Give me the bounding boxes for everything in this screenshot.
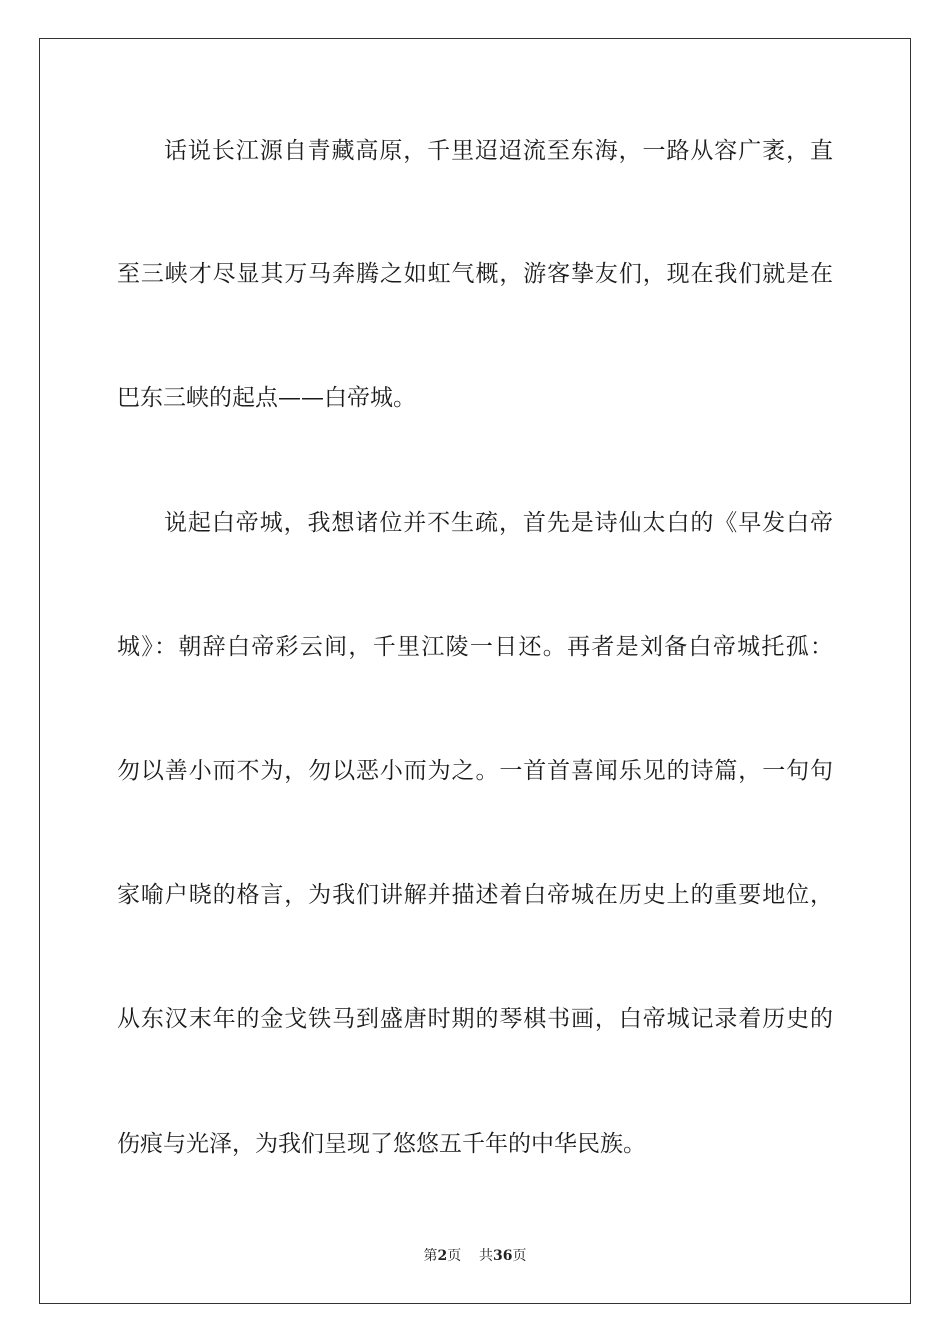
footer-total-suffix: 页 [512,1248,527,1264]
footer-page-prefix: 第 [423,1248,438,1264]
paragraph-2-line-4: 家喻户晓的格言，为我们讲解并描述着白帝城在历史上的重要地位， [117,882,833,908]
paragraph-1-line-1: 话说长江源自青藏高原，千里迢迢流至东海，一路从容广袤，直 [164,138,833,164]
page-border [39,38,911,1304]
page-footer [0,1246,950,1266]
footer-page-suffix: 页 [447,1248,462,1264]
paragraph-2-line-6: 伤痕与光泽，为我们呈现了悠悠五千年的中华民族。 [117,1131,646,1157]
paragraph-1-line-2: 至三峡才尽显其万马奔腾之如虹气概，游客挚友们，现在我们就是在 [117,261,833,287]
paragraph-2-line-3: 勿以善小而不为，勿以恶小而为之。一首首喜闻乐见的诗篇，一句句 [117,758,833,784]
footer-total-pages: 36 [493,1248,513,1264]
footer-page-number: 2 [437,1248,448,1264]
footer-total-prefix: 共 [479,1248,494,1264]
paragraph-2-line-2: 城》：朝辞白帝彩云间，千里江陵一日还。再者是刘备白帝城托孤： [117,634,833,660]
paragraph-1-line-3: 巴东三峡的起点——白帝城。 [117,385,416,411]
paragraph-2-line-5: 从东汉末年的金戈铁马到盛唐时期的琴棋书画，白帝城记录着历史的 [117,1006,833,1032]
paragraph-2-line-1: 说起白帝城，我想诸位并不生疏，首先是诗仙太白的《早发白帝 [164,510,833,536]
